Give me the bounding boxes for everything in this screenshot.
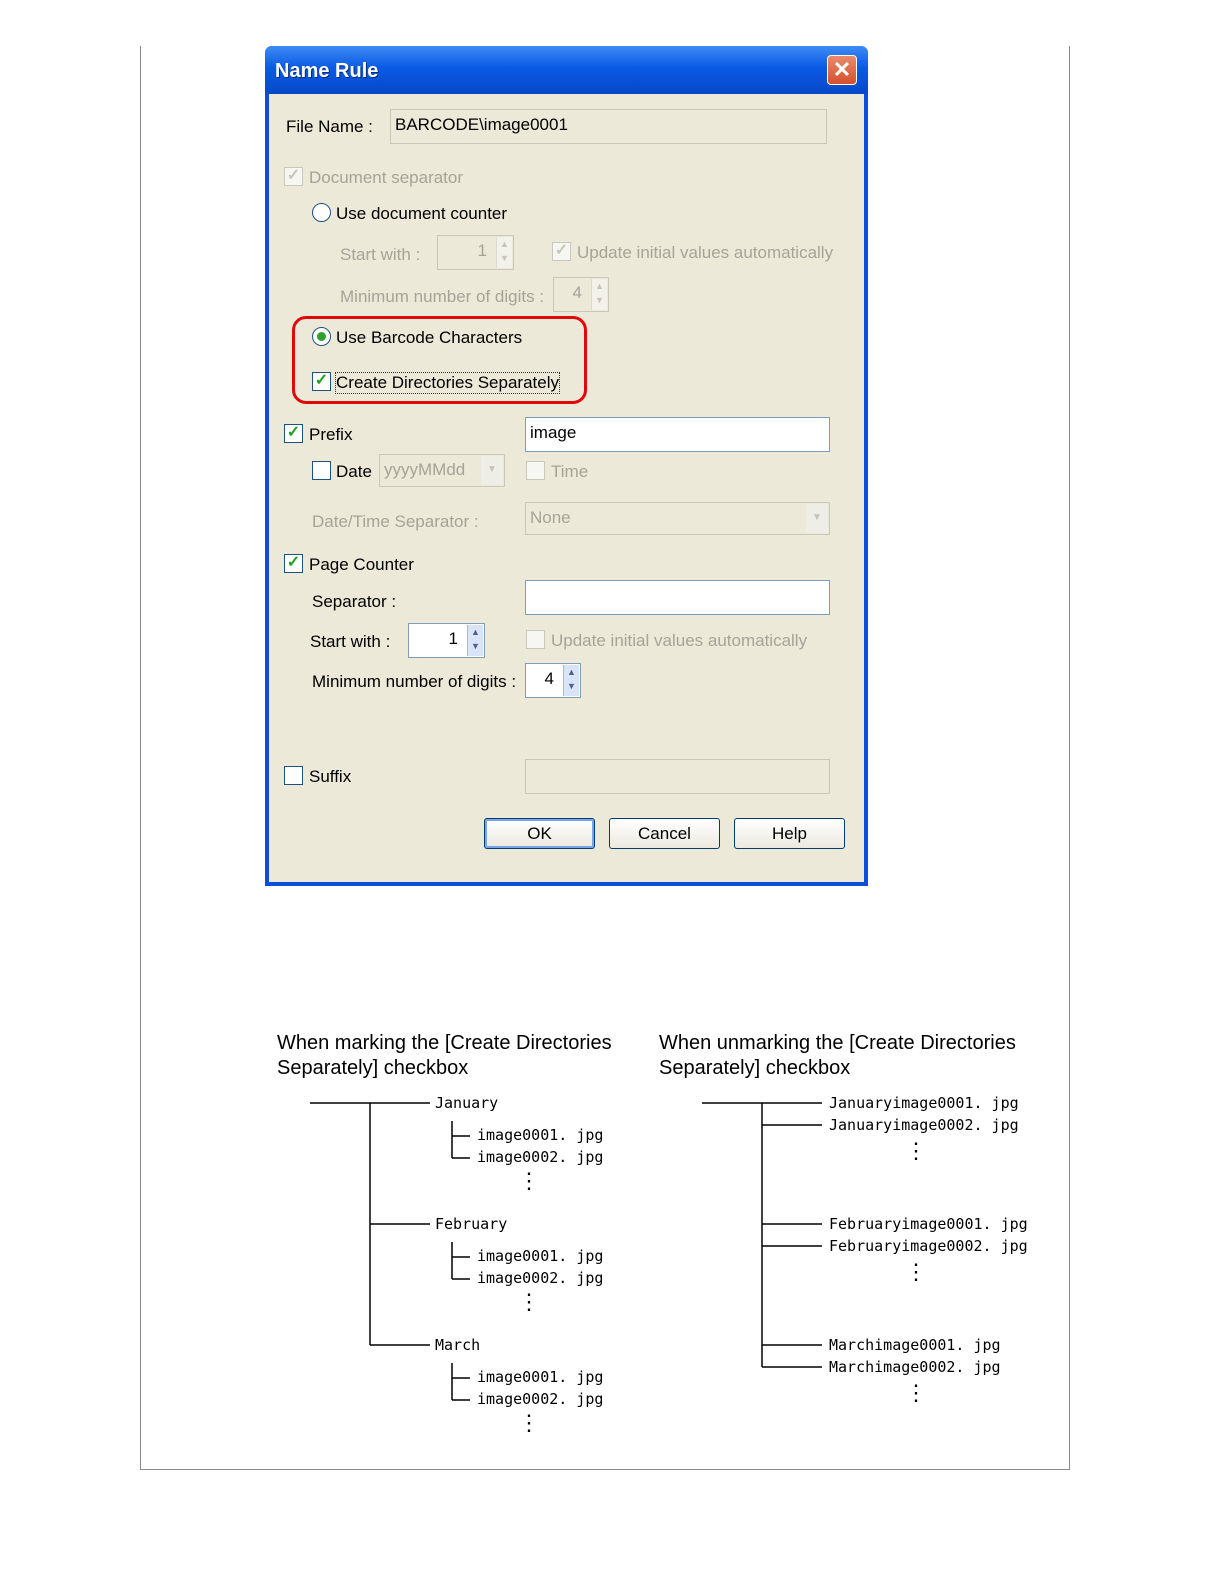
spin-down-icon: ▼ [500, 253, 509, 263]
folder-label: March [435, 1336, 481, 1354]
doc-start-with-field[interactable]: 1 [437, 235, 514, 270]
help-button[interactable]: Help [734, 818, 845, 849]
check-icon: ✓ [314, 372, 329, 389]
spin-up-icon: ▲ [471, 627, 480, 637]
check-icon: ✓ [286, 167, 301, 184]
file-label: Januaryimage0002. jpg [829, 1116, 1019, 1134]
cancel-button[interactable]: Cancel [609, 818, 720, 849]
date-time-separator-value: None [530, 508, 571, 527]
ellipsis-icon: ⋮ [518, 1289, 540, 1314]
file-label: image0002. jpg [477, 1269, 604, 1287]
spin-down-icon: ▼ [567, 681, 576, 691]
file-label: image0001. jpg [477, 1247, 604, 1265]
check-icon: ✓ [554, 242, 569, 259]
separator-label: Separator : [312, 592, 397, 611]
marking-caption: When marking the [Create Directories Separately] checkbox [277, 1032, 612, 1079]
doc-min-digits-field[interactable]: 4 [553, 277, 609, 312]
page-counter-label: Page Counter [309, 555, 414, 574]
file-name-label: File Name : [286, 117, 373, 136]
file-label: Februaryimage0002. jpg [829, 1237, 1028, 1255]
ellipsis-icon: ⋮ [905, 1259, 927, 1284]
ellipsis-icon: ⋮ [518, 1410, 540, 1435]
file-label: image0002. jpg [477, 1390, 604, 1408]
page-min-digits-label: Minimum number of digits : [312, 672, 517, 691]
date-time-separator-label: Date/Time Separator : [312, 512, 479, 531]
ellipsis-icon: ⋮ [905, 1138, 927, 1163]
doc-min-digits-label: Minimum number of digits : [340, 287, 545, 306]
prefix-label: Prefix [309, 425, 353, 444]
spin-down-icon: ▼ [595, 295, 604, 305]
close-icon: ✕ [832, 57, 852, 82]
file-name-field[interactable]: BARCODE\image0001 [390, 109, 827, 144]
page-start-with-label: Start with : [310, 632, 391, 651]
file-label: image0002. jpg [477, 1148, 604, 1166]
time-label: Time [551, 462, 589, 481]
file-label: Marchimage0001. jpg [829, 1336, 1001, 1354]
spin-down-icon: ▼ [471, 641, 480, 651]
ok-button[interactable]: OK [484, 818, 595, 849]
spin-up-icon: ▲ [595, 281, 604, 291]
dropdown-arrow-icon: ▼ [806, 504, 828, 533]
file-label: image0001. jpg [477, 1368, 604, 1386]
file-label: Januaryimage0001. jpg [829, 1094, 1019, 1112]
page-start-with-field[interactable]: 1 [408, 623, 485, 658]
file-label: Marchimage0002. jpg [829, 1358, 1001, 1376]
file-label: image0001. jpg [477, 1126, 604, 1144]
use-barcode-characters-label: Use Barcode Characters [336, 328, 523, 347]
check-icon: ✓ [286, 424, 301, 441]
spin-up-icon: ▲ [500, 239, 509, 249]
folder-label: January [435, 1094, 499, 1112]
spin-up-icon: ▲ [567, 667, 576, 677]
file-label: Februaryimage0001. jpg [829, 1215, 1028, 1233]
ellipsis-icon: ⋮ [905, 1380, 927, 1405]
check-icon: ✓ [286, 554, 301, 571]
suffix-label: Suffix [309, 767, 352, 786]
date-format-value: yyyyMMdd [384, 460, 466, 479]
doc-update-initial-label: Update initial values automatically [577, 243, 834, 262]
dialog-title: Name Rule [275, 60, 379, 82]
page-update-initial-label: Update initial values automatically [551, 631, 808, 650]
use-document-counter-label: Use document counter [336, 204, 508, 223]
doc-start-with-label: Start with : [340, 245, 421, 264]
page-min-digits-field[interactable]: 4 [525, 663, 581, 698]
date-label: Date [336, 462, 372, 481]
folder-label: February [435, 1215, 508, 1233]
create-directories-separately-label: Create Directories Separately [336, 373, 559, 392]
prefix-field[interactable]: image [525, 417, 830, 452]
document-separator-label: Document separator [309, 168, 464, 187]
ellipsis-icon: ⋮ [518, 1168, 540, 1193]
unmarking-caption: When unmarking the [Create Directories Separately] checkbox [659, 1032, 1016, 1079]
dropdown-arrow-icon: ▼ [481, 456, 503, 485]
